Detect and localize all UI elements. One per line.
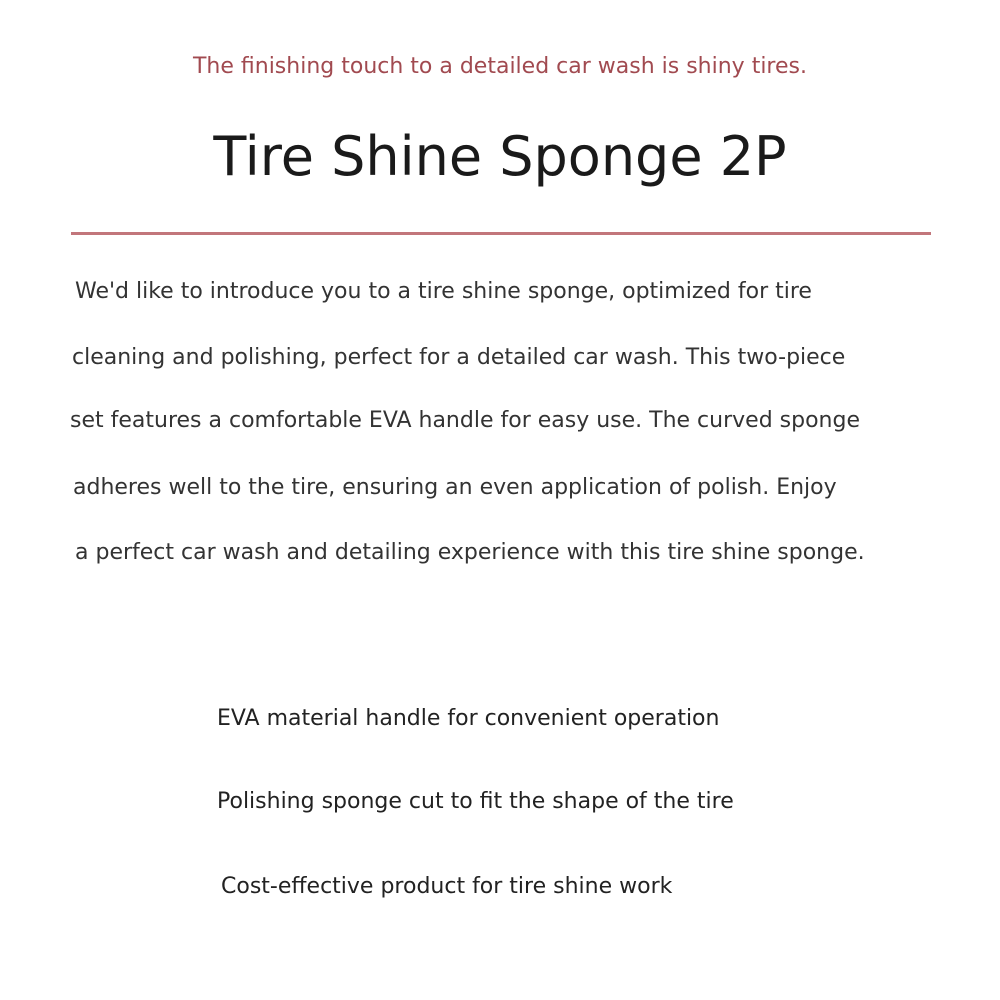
feature-item: Cost-effective product for tire shine work <box>221 874 673 899</box>
description-line: adheres well to the tire, ensuring an even application of polish. Enjoy <box>73 475 837 500</box>
page-title: Tire Shine Sponge 2P <box>213 125 787 188</box>
title-divider <box>71 232 931 235</box>
description-line: We'd like to introduce you to a tire shine sponge, optimized for tire <box>75 279 812 304</box>
feature-item: EVA material handle for convenient operation <box>217 706 720 731</box>
tagline: The finishing touch to a detailed car wash is shiny tires. <box>192 54 807 79</box>
description-line: cleaning and polishing, perfect for a detailed car wash. This two-piece <box>72 345 846 370</box>
description-line: set features a comfortable EVA handle for easy use. The curved sponge <box>70 408 860 433</box>
feature-item: Polishing sponge cut to fit the shape of the tire <box>217 789 734 814</box>
description-line: a perfect car wash and detailing experience with this tire shine sponge. <box>75 540 865 565</box>
